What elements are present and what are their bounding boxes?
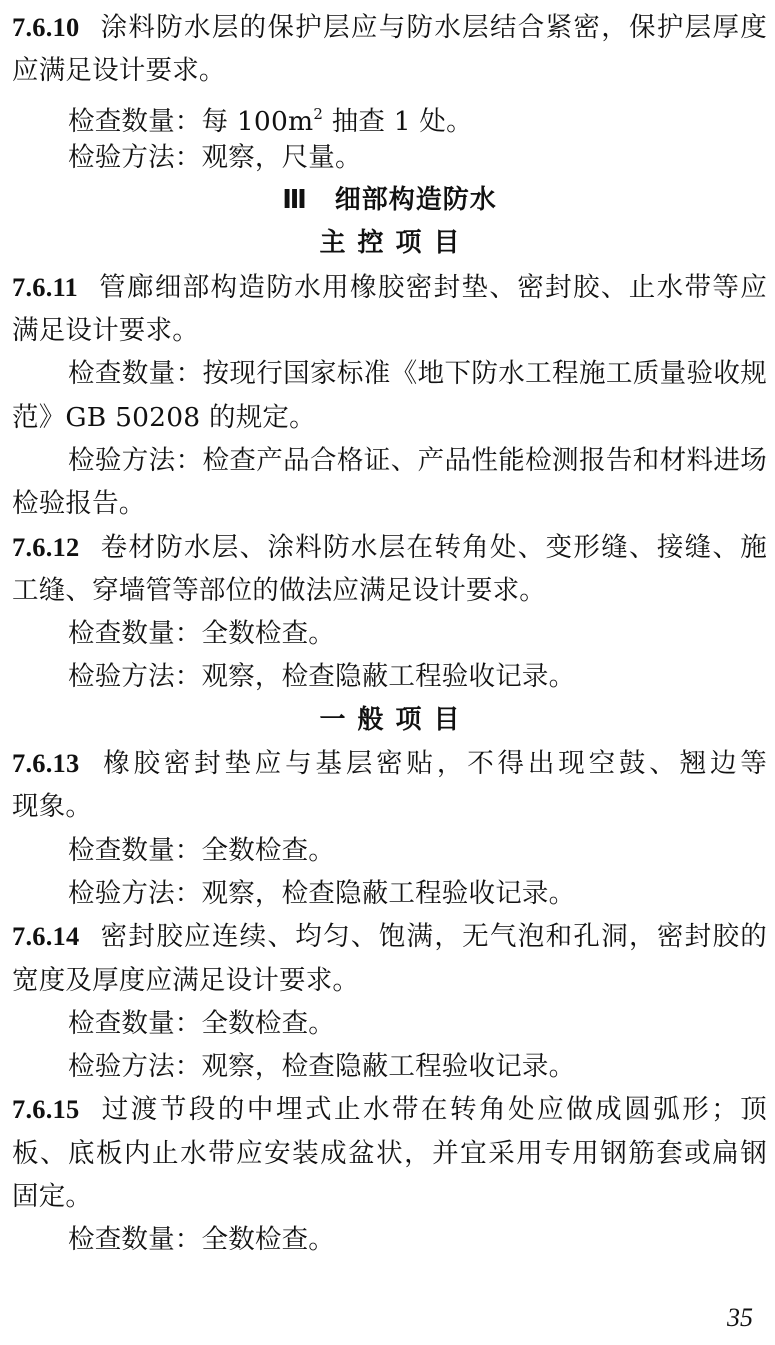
clause-7-6-10-line-1: [12, 6, 767, 49]
clause-text: 橡胶密封垫应与基层密贴，不得出现空鼓、翘边等: [99, 748, 767, 780]
clause-7-6-12-inspection-quantity: 检查数量：全数检查。: [68, 618, 335, 650]
clause-7-6-11-quantity-line-1: 检查数量：按现行国家标准《地下防水工程施工质量验收规: [68, 358, 767, 390]
clause-7-6-11-quantity-line-2: 范》GB 50208 的规定。: [12, 401, 316, 433]
clause-7-6-14-line-1: [12, 915, 767, 958]
clause-7-6-15-inspection-quantity: 检查数量：全数检查。: [68, 1224, 335, 1256]
clause-7-6-11-method-line-1: 检验方法：检查产品合格证、产品性能检测报告和材料进场: [68, 444, 767, 476]
clause-7-6-10-inspection-quantity: [12, 93, 767, 136]
clause-number: 7.6.10: [12, 12, 80, 42]
clause-number: 7.6.14: [12, 921, 80, 952]
clause-7-6-11-line-1: [12, 266, 767, 309]
clause-number: 7.6.12: [12, 531, 80, 562]
document-page: [12, 6, 767, 1262]
superscript-two: 2: [313, 104, 324, 123]
clause-number: 7.6.11: [12, 271, 78, 302]
clause-7-6-15-line-1: [12, 1088, 767, 1131]
clause-7-6-11-method-line-2: 检验报告。: [12, 488, 146, 520]
clause-number: 7.6.13: [12, 748, 80, 779]
clause-7-6-15-line-3: 固定。: [12, 1181, 93, 1213]
clause-7-6-14-line-2: 宽度及厚度应满足设计要求。: [12, 964, 360, 996]
clause-7-6-11-line-2: 满足设计要求。: [12, 315, 199, 347]
clause-text: 过渡节段的中埋式止水带在转角处应做成圆弧形；顶: [99, 1094, 767, 1126]
general-items-title: 一般项目: [319, 704, 472, 735]
clause-7-6-14-inspection-quantity: 检查数量：全数检查。: [68, 1007, 335, 1039]
clause-7-6-13-inspection-method: 检验方法：观察，检查隐蔽工程验收记录。: [68, 877, 576, 909]
clause-7-6-12-line-2: 工缝、穿墙管等部位的做法应满足设计要求。: [12, 574, 546, 606]
page-number: 35: [727, 1303, 753, 1332]
clause-text: 密封胶应连续、均匀、饱满，无气泡和孔洞，密封胶的: [99, 921, 767, 953]
clause-7-6-10-line-2: 应满足设计要求。: [12, 55, 226, 87]
main-items-title: 主控项目: [319, 228, 472, 259]
quantity-suffix: 抽查 1 处。: [323, 105, 473, 136]
clause-7-6-13-inspection-quantity: 检查数量：全数检查。: [68, 834, 335, 866]
clause-7-6-12-line-1: [12, 526, 767, 569]
section-title: Ⅲ 细部构造防水: [282, 185, 497, 216]
clause-7-6-13-line-2: 现象。: [12, 791, 93, 823]
clause-text: 卷材防水层、涂料防水层在转角处、变形缝、接缝、施: [99, 531, 767, 563]
clause-7-6-15-line-2: 板、底板内止水带应安装成盆状，并宜采用专用钢筋套或扁钢: [12, 1137, 767, 1169]
clause-number: 7.6.15: [12, 1094, 80, 1125]
clause-7-6-12-inspection-method: 检验方法：观察，检查隐蔽工程验收记录。: [68, 661, 576, 693]
clause-text: 涂料防水层的保护层应与防水层结合紧密，保护层厚度: [99, 12, 767, 43]
clause-7-6-10-inspection-method: 检验方法：观察，尺量。: [68, 141, 362, 173]
quantity-prefix: 检查数量：每 100m: [68, 105, 314, 136]
clause-7-6-14-inspection-method: 检验方法：观察，检查隐蔽工程验收记录。: [68, 1051, 576, 1083]
clause-7-6-13-line-1: [12, 742, 767, 785]
clause-text: 管廊细部构造防水用橡胶密封垫、密封胶、止水带等应: [98, 271, 767, 303]
